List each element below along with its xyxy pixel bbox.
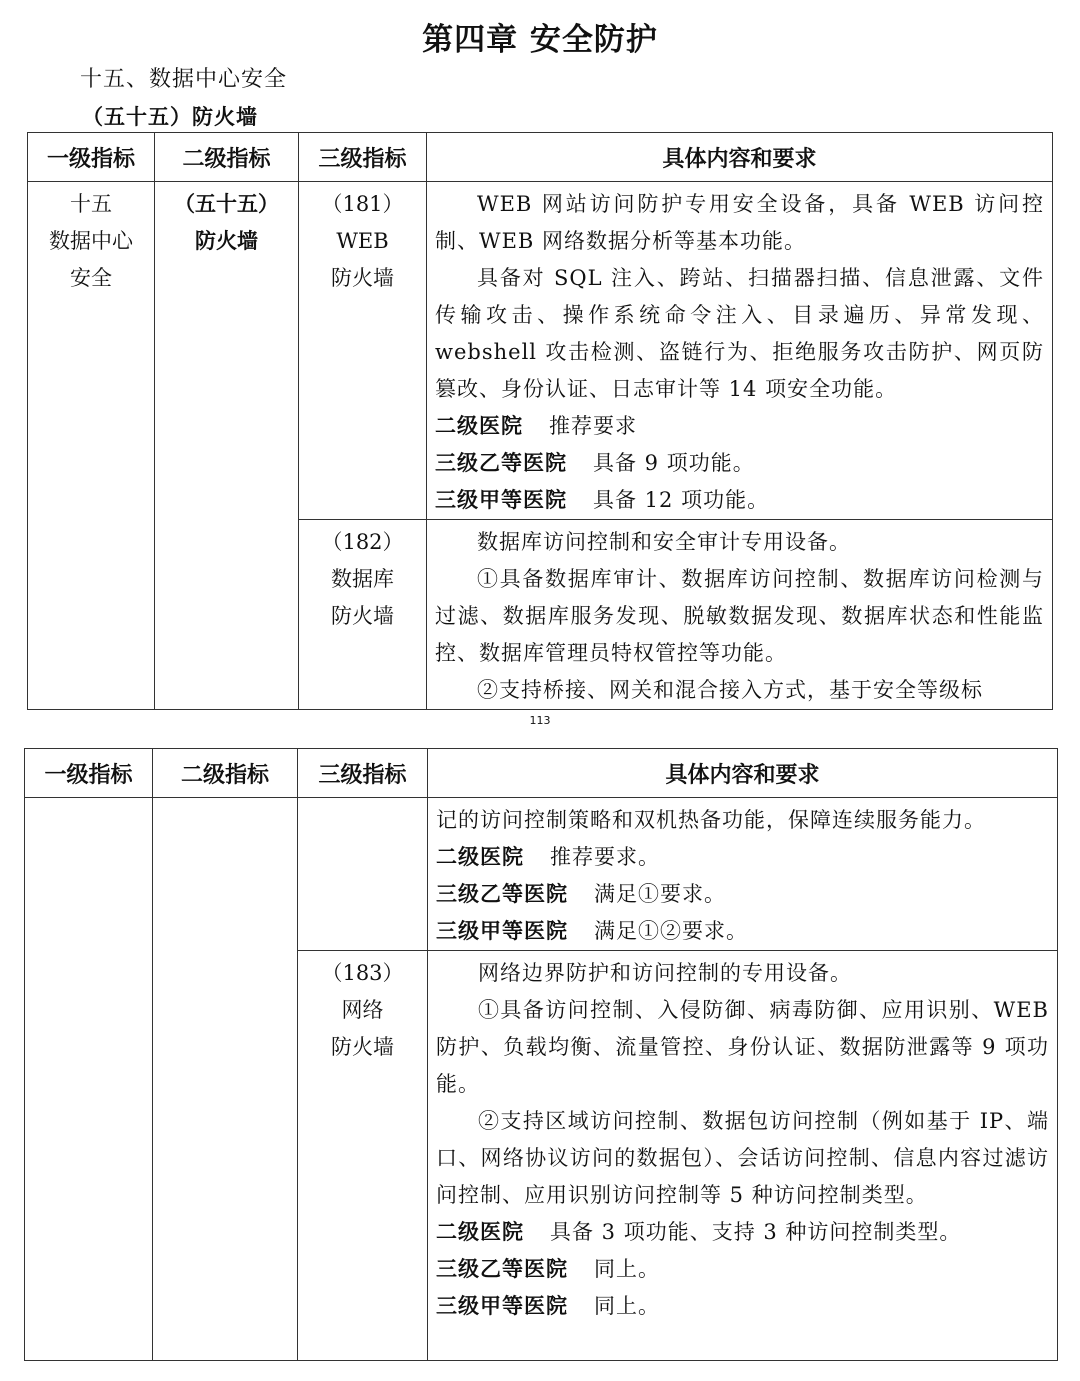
- level3-line: 防火墙: [331, 604, 394, 628]
- level2-line: 防火墙: [195, 229, 258, 253]
- header-level3: 三级指标: [299, 133, 427, 182]
- content-paragraph: ②支持区域访问控制、数据包访问控制（例如基于 IP、端口、网络协议访问的数据包）、会话访问控制、信息内容过滤访问控制、应用识别访问控制等 5 种访问控制类型。: [436, 1109, 1049, 1207]
- content-paragraph: ①具备访问控制、入侵防御、病毒防御、应用识别、WEB 防护、负载均衡、流量管控、身份认证、数据防泄露等 9 项功能。: [436, 998, 1049, 1096]
- level2-line: （五十五）: [174, 192, 279, 216]
- requirement-line: [436, 839, 1049, 876]
- requirement-text: 具备 3 项功能、支持 3 种访问控制类型。: [550, 1220, 962, 1244]
- requirement-line: [435, 408, 1044, 445]
- content-cell-182-continued: [428, 798, 1058, 951]
- requirements-table-page-1: [27, 132, 1053, 710]
- subsection-title: （五十五）防火墙: [82, 105, 258, 129]
- chapter-title: 第四章 安全防护: [422, 22, 658, 58]
- level1-cell: [28, 182, 155, 710]
- requirement-text: 满足①要求。: [594, 882, 726, 906]
- requirement-text: 同上。: [594, 1257, 660, 1281]
- hospital-level: 二级医院: [436, 1220, 524, 1244]
- level3-cell-continued: [298, 798, 428, 951]
- hospital-level: 三级甲等医院: [436, 1294, 568, 1318]
- requirement-line: [436, 1288, 1049, 1325]
- level3-cell-182: [299, 520, 427, 710]
- level3-cell-183: [298, 951, 428, 1361]
- hospital-level: 三级乙等医院: [436, 882, 568, 906]
- content-paragraph: ②支持桥接、网关和混合接入方式，基于安全等级标: [477, 678, 983, 702]
- content-paragraph: 具备对 SQL 注入、跨站、扫描器扫描、信息泄露、文件传输攻击、操作系统命令注入、目录遍历、异常发现、webshell 攻击检测、盗链行为、拒绝服务攻击防护、网页防篡改、身份认证、日志审计等 14 项安全功能。: [435, 266, 1044, 401]
- requirements-table-page-2: [24, 748, 1058, 1361]
- content-cell-183: [428, 951, 1058, 1361]
- header-level1: 一级指标: [25, 749, 153, 798]
- level2-cell: [155, 182, 299, 710]
- requirement-line: [435, 482, 1044, 519]
- hospital-level: 三级乙等医院: [435, 451, 567, 475]
- section-title: 十五、数据中心安全: [80, 67, 288, 92]
- level3-line: 数据库: [331, 567, 394, 591]
- requirement-text: 具备 12 项功能。: [593, 488, 770, 512]
- header-level1: 一级指标: [28, 133, 155, 182]
- hospital-level: 二级医院: [436, 845, 524, 869]
- level1-line: 十五: [70, 192, 112, 216]
- requirement-line: [436, 1251, 1049, 1288]
- content-cell-181: [427, 182, 1053, 520]
- requirement-line: [436, 876, 1049, 913]
- header-level2: 二级指标: [153, 749, 298, 798]
- table-row: [28, 182, 1053, 520]
- requirement-text: 推荐要求。: [550, 845, 660, 869]
- level2-cell-continued: [153, 798, 298, 1361]
- level3-line: （182）: [321, 530, 404, 554]
- level1-line: 安全: [70, 266, 112, 290]
- requirement-line: [436, 913, 1049, 950]
- hospital-level: 二级医院: [435, 414, 523, 438]
- level3-cell-181: [299, 182, 427, 520]
- level3-line: （183）: [321, 961, 404, 985]
- table-row: [25, 798, 1058, 951]
- header-content: 具体内容和要求: [427, 133, 1053, 182]
- requirement-line: [436, 1214, 1049, 1251]
- requirement-text: 满足①②要求。: [594, 919, 748, 943]
- content-cell-182: [427, 520, 1053, 710]
- content-paragraph: 数据库访问控制和安全审计专用设备。: [477, 530, 851, 554]
- level3-line: 网络: [341, 998, 384, 1022]
- content-paragraph: WEB 网站访问防护专用安全设备，具备 WEB 访问控制、WEB 网络数据分析等基本功能。: [435, 192, 1044, 253]
- table-header-row: [28, 133, 1053, 182]
- content-paragraph: 记的访问控制策略和双机热备功能，保障连续服务能力。: [436, 808, 986, 832]
- level1-line: 数据中心: [49, 229, 133, 253]
- requirement-line: [435, 445, 1044, 482]
- requirement-text: 同上。: [594, 1294, 660, 1318]
- header-content: 具体内容和要求: [428, 749, 1058, 798]
- hospital-level: 三级乙等医院: [436, 1257, 568, 1281]
- header-level2: 二级指标: [155, 133, 299, 182]
- content-paragraph: ①具备数据库审计、数据库访问控制、数据库访问检测与过滤、数据库服务发现、脱敏数据发现、数据库状态和性能监控、数据库管理员特权管控等功能。: [435, 567, 1044, 665]
- header-level3: 三级指标: [298, 749, 428, 798]
- hospital-level: 三级甲等医院: [435, 488, 567, 512]
- content-paragraph: 网络边界防护和访问控制的专用设备。: [478, 961, 852, 985]
- level3-line: WEB: [336, 229, 389, 253]
- level3-line: 防火墙: [331, 266, 394, 290]
- level3-line: （181）: [321, 192, 404, 216]
- requirement-text: 推荐要求: [549, 414, 637, 438]
- level1-cell-continued: [25, 798, 153, 1361]
- hospital-level: 三级甲等医院: [436, 919, 568, 943]
- table-header-row: [25, 749, 1058, 798]
- requirement-text: 具备 9 项功能。: [593, 451, 755, 475]
- level3-line: 防火墙: [331, 1035, 394, 1059]
- page-number: 113: [529, 714, 551, 727]
